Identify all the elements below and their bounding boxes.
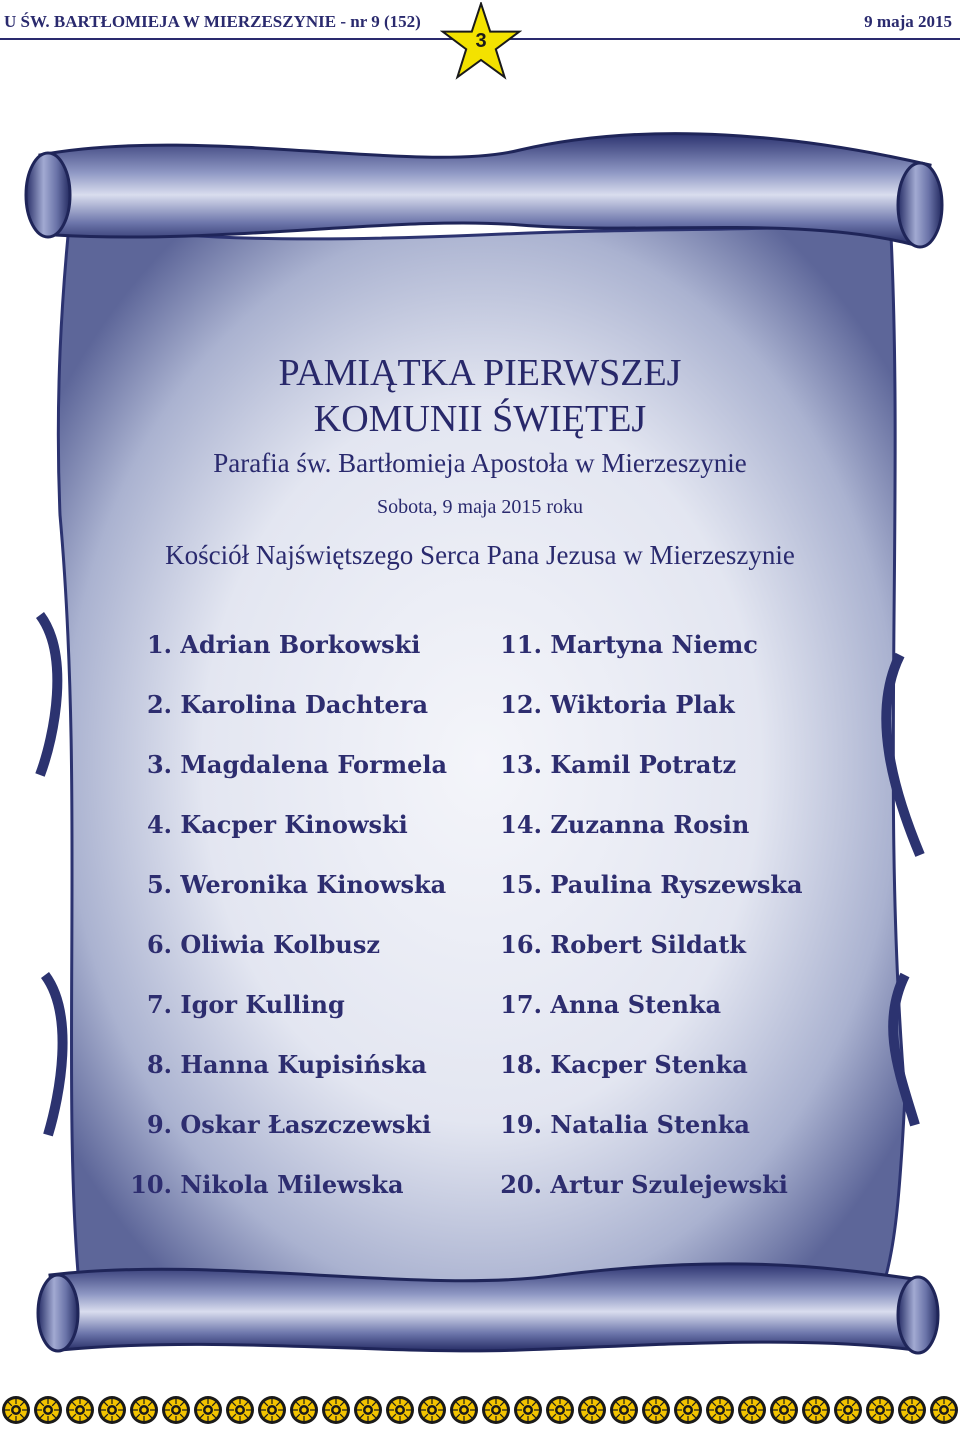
- list-item: 16. Robert Sildatk: [500, 930, 747, 959]
- list-item: 6. Oliwia Kolbusz: [146, 930, 381, 959]
- list-item: 7. Igor Kulling: [146, 990, 345, 1019]
- list-item: 2. Karolina Dachtera: [146, 690, 428, 719]
- list-item: 1. Adrian Borkowski: [146, 630, 421, 659]
- list-item: 12. Wiktoria Plak: [500, 690, 735, 719]
- list-item: 4. Kacper Kinowski: [146, 810, 408, 839]
- decorative-border: [0, 1392, 960, 1428]
- list-item: 11. Martyna Niemc: [500, 630, 758, 659]
- header-date: 9 maja 2015: [864, 12, 952, 31]
- list-item: 5. Weronika Kinowska: [146, 870, 447, 899]
- list-item: 9. Oskar Łaszczewski: [146, 1110, 432, 1139]
- list-item: 13. Kamil Potratz: [500, 750, 737, 779]
- list-item: 18. Kacper Stenka: [500, 1050, 748, 1079]
- list-item: 15. Paulina Ryszewska: [500, 870, 803, 899]
- list-item: 20. Artur Szulejewski: [500, 1170, 788, 1199]
- parish-name: Parafia św. Bartłomieja Apostoła w Mierzeszynie: [213, 448, 747, 478]
- list-item: 8. Hanna Kupisińska: [146, 1050, 427, 1079]
- page-number: 3: [475, 30, 487, 52]
- list-item: 10. Nikola Milewska: [130, 1170, 404, 1199]
- title-line-1: PAMIĄTKA PIERWSZEJ: [278, 352, 682, 394]
- ceremony-date: Sobota, 9 maja 2015 roku: [376, 496, 584, 518]
- list-item: 19. Natalia Stenka: [500, 1110, 750, 1139]
- list-item: 3. Magdalena Formela: [146, 750, 448, 779]
- church-name: Kościół Najświętszego Serca Pana Jezusa w Mierzeszynie: [165, 540, 795, 570]
- list-item: 17. Anna Stenka: [500, 990, 722, 1019]
- header-publication: U ŚW. BARTŁOMIEJA W MIERZESZYNIE - nr 9 (152): [4, 12, 421, 31]
- list-item: 14. Zuzanna Rosin: [500, 810, 750, 839]
- title-line-2: KOMUNII ŚWIĘTEJ: [313, 398, 647, 440]
